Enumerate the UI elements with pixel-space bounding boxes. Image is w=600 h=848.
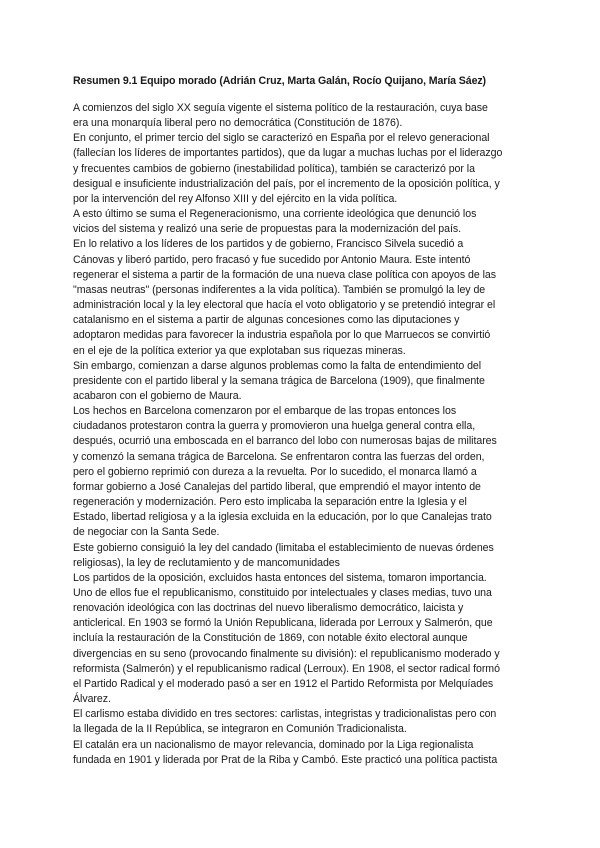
text-line: Los partidos de la oposición, excluidos hasta entonces del sistema, tomaron importancia. [73, 571, 487, 584]
document-title: Resumen 9.1 Equipo morado (Adrián Cruz, Marta Galán, Rocío Quijano, María Sáez) [73, 75, 486, 87]
text-line: era una monarquía liberal pero no democrática (Constitución de 1876). [73, 117, 403, 130]
text-line: incluía la restauración de la Constitución de 1869, con notable éxito electoral aunque [73, 632, 468, 645]
text-line: (fallecían los líderes de importantes partidos), que da lugar a muchas luchas por el liderazgo [73, 147, 503, 160]
paragraph [73, 541, 533, 571]
text-line: El carlismo estaba dividido en tres sectores: carlistas, integristas y tradicionalistas pero con [73, 708, 497, 721]
text-line: Uno de ellos fue el republicanismo, constituido por intelectuales y clases medias, tuvo una [73, 587, 492, 599]
text-line: catalanismo en el sistema a partir de algunas concesiones como las diputaciones y [73, 314, 460, 327]
document-body [73, 101, 533, 768]
text-line: acabaron con el gobierno de Maura. [73, 389, 242, 402]
text-line: A esto último se suma el Regeneracionismo, una corriente ideológica que denunció los [73, 208, 477, 221]
paragraph [73, 404, 533, 540]
paragraph [73, 738, 533, 768]
text-line: en el eje de la política exterior ya que explotaban sus riquezas mineras. [73, 344, 406, 357]
text-line: después, ocurrió una emboscada en el barranco del lobo con numerosas bajas de militares [73, 435, 497, 448]
paragraph [73, 131, 533, 207]
text-line: divergencias en su seno (provocando finalmente su división): el republicanismo moderado y [73, 647, 500, 660]
text-line: reformista (Salmerón) y el republicanismo radical (Lerroux). En 1908, el sector radical formó [73, 662, 500, 675]
text-line: y comenzó la semana trágica de Barcelona. Se enfrentaron contra las fuerzas del orden, [73, 450, 485, 463]
text-line: regeneración y modernización. Pero esto implicaba la separación entre la Iglesia y el [73, 496, 467, 509]
text-line: Álvarez. [73, 693, 111, 706]
text-line: adoptaron medidas para favorecer la industria española por lo que Marruecos se convirtió [73, 329, 491, 342]
text-line: de negociar con la Santa Sede. [73, 526, 220, 539]
text-line: Los hechos en Barcelona comenzaron por el embarque de las tropas entonces los [73, 405, 457, 418]
text-line: administración local y la ley electoral que hacía el voto obligatorio y se pretendió integrar el [73, 299, 496, 312]
paragraph [73, 707, 533, 737]
paragraph [73, 101, 533, 131]
text-line: y frecuentes cambios de gobierno (inestabilidad política), también se caracterizó por la [73, 162, 475, 175]
text-line: A comienzos del siglo XX seguía vigente el sistema político de la restauración, cuya base [73, 102, 488, 114]
text-line: En lo relativo a los líderes de los partidos y de gobierno, Francisco Silvela sucedió a [73, 238, 464, 251]
text-line: Cánovas y liberó partido, pero fracasó y fue sucedido por Antonio Maura. Este intentó [73, 253, 471, 266]
text-line: desigual e insuficiente industrialización del país, por el incremento de la oposición política, y [73, 177, 500, 190]
text-line: fundada en 1901 y liderada por Prat de la Riba y Cambó. Este practicó una política pactista [73, 753, 498, 766]
paragraph [73, 359, 533, 404]
paragraph [73, 571, 533, 707]
text-line: regenerar el sistema a partir de la formación de una nueva clase política con apoyos de las [73, 268, 496, 281]
text-line: la llegada de la II República, se integraron en Comunión Tradicionalista. [73, 723, 407, 736]
text-line: presidente con el partido liberal y la semana trágica de Barcelona (1909), que finalmente [73, 374, 485, 387]
text-line: el Partido Radical y el moderado pasó a ser en 1912 el Partido Reformista por Melquíades [73, 677, 494, 690]
text-line: anticlerical. En 1903 se formó la Unión Republicana, liderada por Lerroux y Salmerón, que [73, 617, 493, 630]
text-line: En conjunto, el primer tercio del siglo se caracterizó en España por el relevo generacional [73, 132, 490, 145]
text-line: ciudadanos protestaron contra la guerra y promovieron una huelga general contra ella, [73, 420, 476, 433]
paragraph [73, 207, 533, 237]
text-line: pero el gobierno reprimió con dureza a la revuelta. Por lo sucedido, el monarca llamó a [73, 465, 477, 478]
text-line: religiosas), la ley de reclutamiento y de mancomunidades [73, 556, 340, 569]
text-line: renovación ideológica con las doctrinas del nuevo liberalismo democrático, laicista y [73, 602, 464, 615]
text-line: "masas neutras" (personas indiferentes a la vida política). También se promulgó la ley de [73, 283, 486, 296]
text-line: formar gobierno a José Canalejas del partido liberal, que emprendió el mayor intento de [73, 480, 481, 493]
text-line: Estado, libertad religiosa y a la iglesia excluida en la educación, por lo que Canalejas trato [73, 511, 492, 524]
text-line: Este gobierno consiguió la ley del candado (limitaba el establecimiento de nuevas órdenes [73, 541, 494, 554]
text-line: Sin embargo, comienzan a darse algunos problemas como la falta de entendimiento del [73, 359, 482, 372]
text-line: El catalán era un nacionalismo de mayor relevancia, dominado por la Liga regionalista [73, 738, 474, 751]
text-line: vicios del sistema y realizó una serie de propuestas para la modernización del país. [73, 223, 461, 236]
paragraph [73, 237, 533, 358]
text-line: por la intervención del rey Alfonso XIII y del ejército en la vida política. [73, 192, 398, 205]
